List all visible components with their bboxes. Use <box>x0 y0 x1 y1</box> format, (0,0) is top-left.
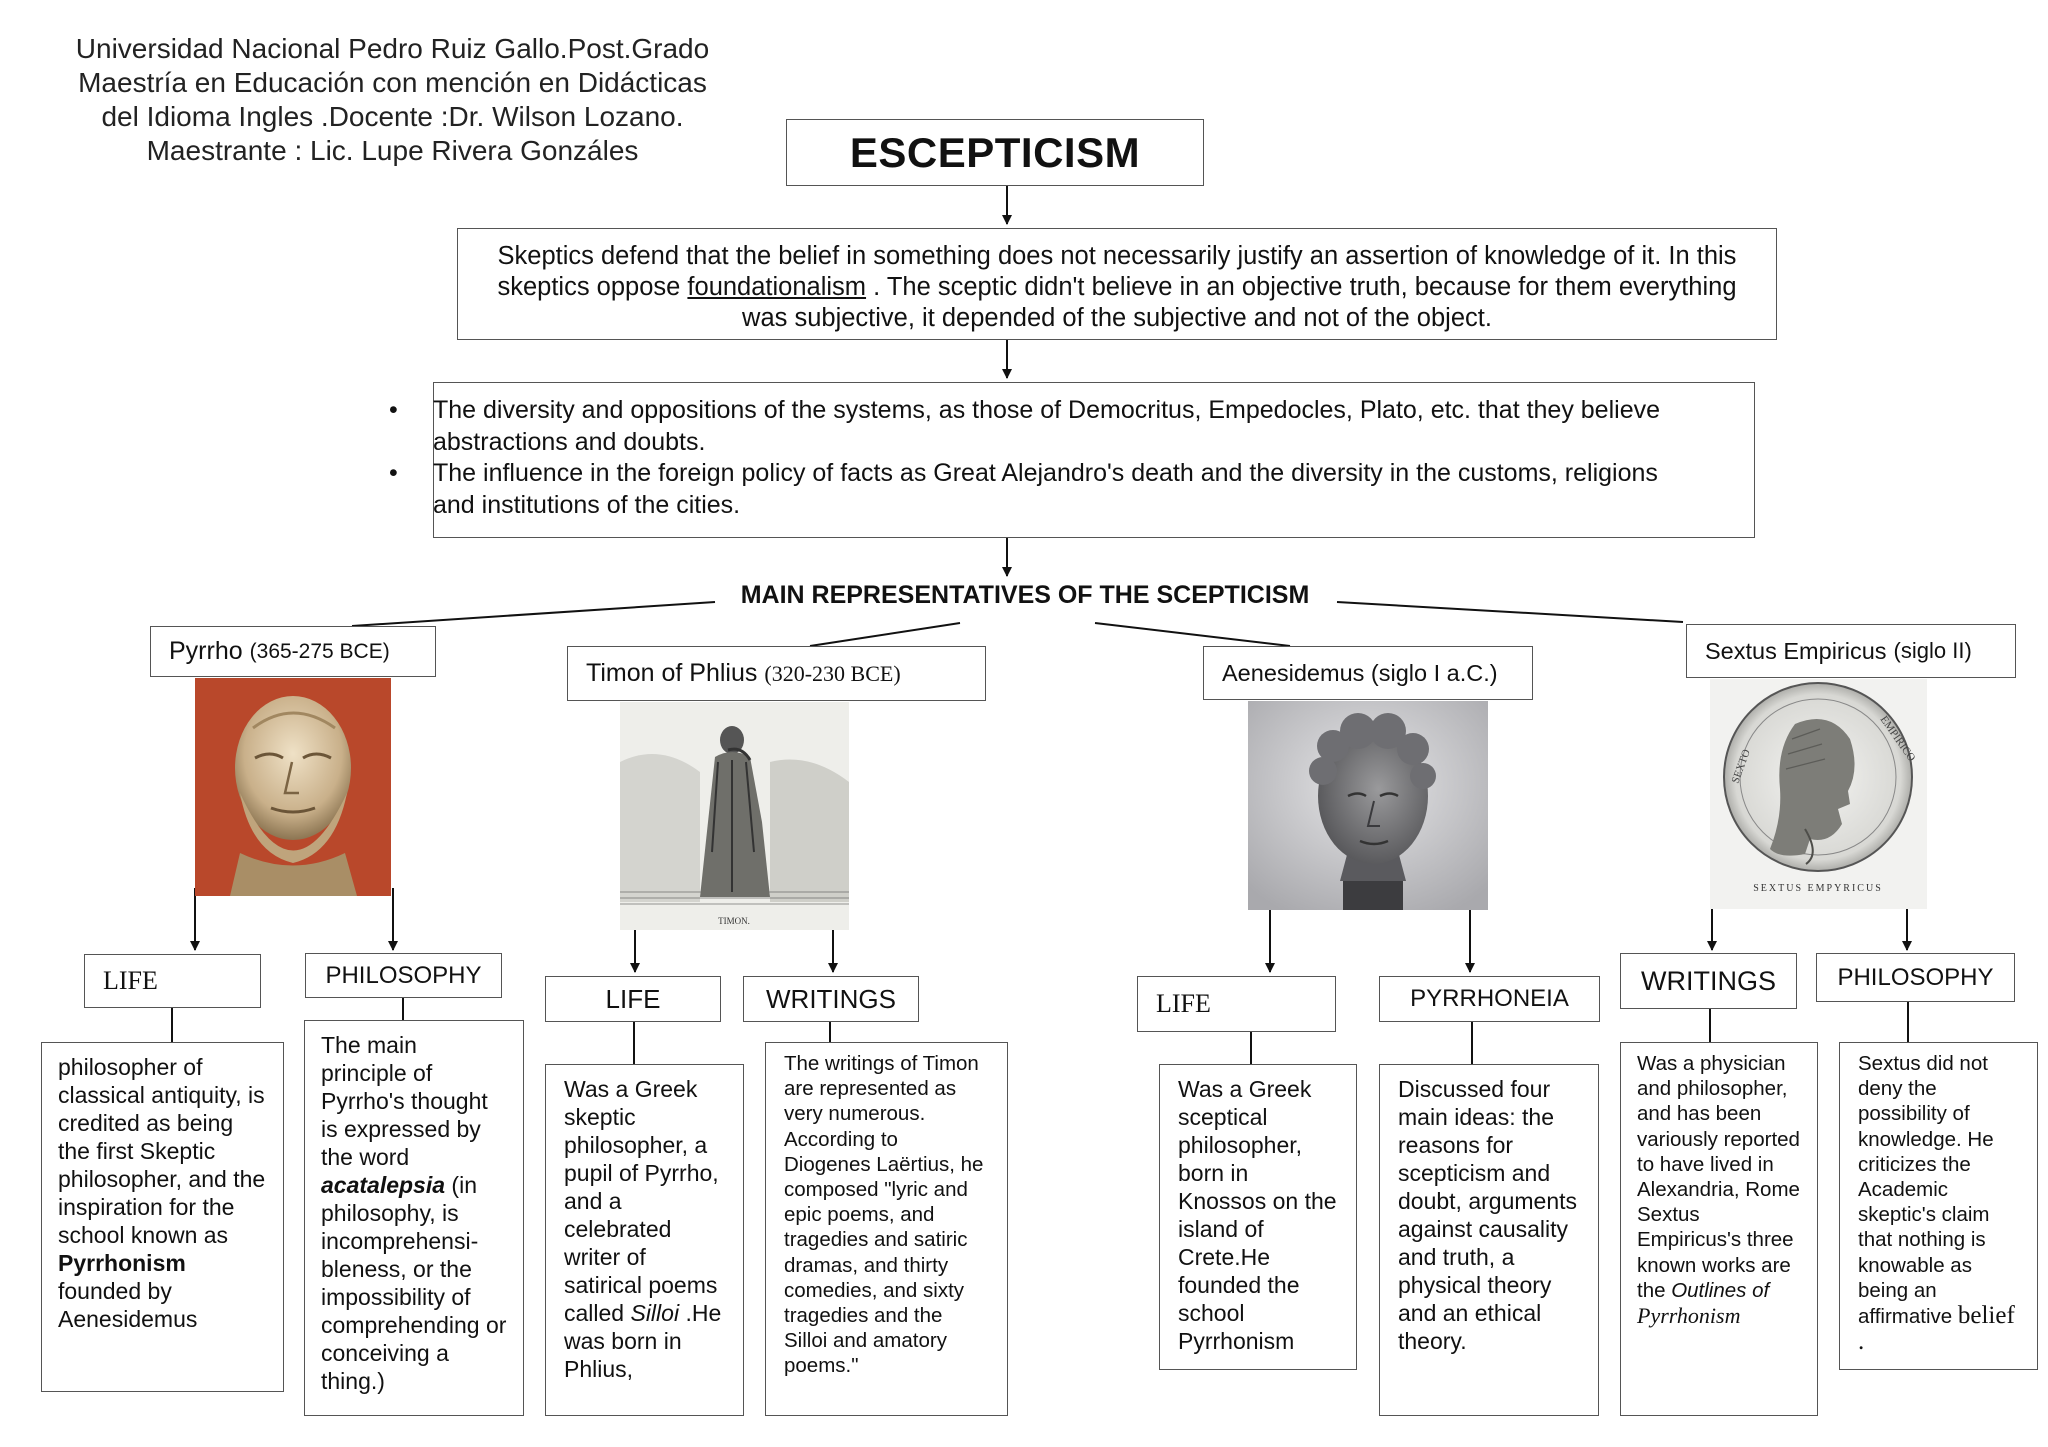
aenesidemus-life-label-box <box>1137 976 1336 1032</box>
header-line-4: Maestrante : Lic. Lupe Rivera Gonzáles <box>146 135 639 166</box>
sextus-dates: (siglo II) <box>1893 638 1972 663</box>
definition-text-2: . The sceptic didn't believe in an objective truth, because for them everything was subjective, it depended of the subjective and not of the object. <box>742 273 1737 332</box>
sextus-writings-label-box <box>1620 953 1797 1009</box>
header-line-2: Maestría en Educación con mención en Didácticas <box>78 67 707 98</box>
sextus-name-box <box>1686 624 2016 678</box>
cause-item <box>386 458 1686 521</box>
cause-text: The influence in the foreign policy of facts as Great Alejandro's death and the diversity in the customs, religions and institutions of the cities. <box>433 459 1658 519</box>
timon-life-label: LIFE <box>605 983 661 1014</box>
definition-text-1: Skeptics defend that the belief in something does not necessarily justify an assertion of knowledge of it. In this skeptics oppose <box>497 242 1737 301</box>
pyrrho-name: Pyrrho <box>169 637 243 665</box>
line-heading-to-pyrrho <box>352 602 715 626</box>
sextus-name: Sextus Empiricus <box>1705 637 1887 664</box>
timon-life-text-box: Was a Greek skeptic philosopher, a pupil of Pyrrho, and a celebrated writer of satirical poems called Silloi .He was born in Phlius, <box>545 1064 744 1416</box>
timon-life-label-box <box>545 976 721 1022</box>
aenesidemus-portrait <box>1248 701 1488 910</box>
cause-item <box>386 395 1686 458</box>
definition-box <box>457 228 1777 340</box>
timon-name-box <box>567 646 986 701</box>
header-line-1: Universidad Nacional Pedro Ruiz Gallo.Post.Grado <box>75 33 710 64</box>
sextus-caption: SEXTUS EMPYRICUS <box>1753 883 1883 894</box>
sextus-coin-left: SEXTO <box>1729 747 1753 786</box>
causes-list <box>386 395 1686 521</box>
sextus-philosophy-text-box: Sextus did not deny the possibility of knowledge. He criticizes the Academic skeptic's claim that nothing is knowable as being an affirmative belief . <box>1839 1042 2038 1370</box>
bullet-icon: • <box>389 459 398 487</box>
pyrrho-life-label-box <box>84 954 261 1008</box>
timon-writings-label-box <box>743 976 919 1022</box>
aenesidemus-pyrrhoneia-label-box <box>1379 976 1600 1022</box>
timon-name: Timon of Phlius <box>586 659 758 687</box>
title-box <box>786 119 1204 186</box>
sextus-writings-label: WRITINGS <box>1641 965 1776 996</box>
pyrrho-philosophy-text-box: The main principle of Pyrrho's thought is expressed by the word acatalepsia (in philosophy, is incomprehensi-bleness, or the impossibility of comprehending or conceiving a thing.) <box>304 1020 524 1416</box>
timon-portrait <box>620 702 849 930</box>
institution-header <box>40 32 745 168</box>
pyrrho-dates: (365-275 BCE) <box>249 639 390 663</box>
pyrrho-life-label: LIFE <box>103 966 158 995</box>
timon-caption: TIMON. <box>718 916 750 926</box>
line-heading-to-aenesidemus <box>1095 623 1290 646</box>
pyrrho-portrait <box>195 678 391 896</box>
aenesidemus-life-text-box: Was a Greek sceptical philosopher, born in Knossos on the island of Crete.He founded the school Pyrrhonism <box>1159 1064 1357 1370</box>
acatalepsia-term: acatalepsia <box>321 1172 446 1198</box>
sextus-writings-text-box: Was a physician and philosopher, and has been variously reported to have lived in Alexandria, Rome Sextus Empiricus's three known works are the Outlines of Pyrrhonism <box>1620 1042 1818 1416</box>
pyrrho-life-text-box: philosopher of classical antiquity, is credited as being the first Skeptic philosopher, and the inspiration for the school known as Pyrrhonism founded by Aenesidemus <box>41 1042 284 1392</box>
bullet-icon: • <box>389 396 398 424</box>
outlines-title: Outlines of <box>1671 1278 1770 1302</box>
page-title: ESCEPTICISM <box>849 128 1141 176</box>
representatives-heading: MAIN REPRESENTATIVES OF THE SCEPTICISM <box>740 581 1310 609</box>
pyrrhonism-title: Pyrrhonism <box>1637 1303 1741 1329</box>
line-heading-to-timon <box>810 623 960 646</box>
aenesidemus-life-label: LIFE <box>1156 989 1211 1018</box>
pyrrhonism-term: Pyrrhonism <box>58 1250 186 1276</box>
timon-writings-label: WRITINGS <box>766 983 896 1014</box>
pyrrho-name-box <box>150 626 436 677</box>
belief-term: belief . <box>1858 1302 2015 1356</box>
silloi-term: Silloi <box>630 1300 680 1326</box>
timon-dates: (320-230 BCE) <box>764 660 901 686</box>
aenesidemus-name-box <box>1203 646 1533 700</box>
pyrrho-philosophy-label: PHILOSOPHY <box>325 961 482 989</box>
aenesidemus-name: Aenesidemus (siglo I a.C.) <box>1222 659 1498 686</box>
pyrrho-philosophy-label-box <box>305 953 502 998</box>
foundationalism-link[interactable]: foundationalism <box>687 273 867 301</box>
sextus-coin-right: EMPIRICO <box>1877 713 1918 764</box>
aenesidemus-pyrrhoneia-label: PYRRHONEIA <box>1410 985 1569 1012</box>
timon-writings-text-box: The writings of Timon are represented as very numerous. According to Diogenes Laërtius, he composed "lyric and epic poems, and tragedies and satiric dramas, and thirty comedies, and sixty tragedies and the Silloi and amatory poems." <box>765 1042 1008 1416</box>
header-line-3: del Idioma Ingles .Docente :Dr. Wilson Lozano. <box>101 101 684 132</box>
line-heading-to-sextus <box>1337 602 1683 622</box>
cause-text: The diversity and oppositions of the systems, as those of Democritus, Empedocles, Plato, etc. that they believe abstractions and doubts. <box>433 396 1661 456</box>
sextus-philosophy-label-box <box>1816 953 2015 1002</box>
sextus-portrait <box>1710 679 1927 909</box>
sextus-philosophy-label: PHILOSOPHY <box>1837 963 1994 991</box>
aenesidemus-pyrrhoneia-text-box: Discussed four main ideas: the reasons for scepticism and doubt, arguments against causality and truth, a physical theory and an ethical theory. <box>1379 1064 1599 1416</box>
